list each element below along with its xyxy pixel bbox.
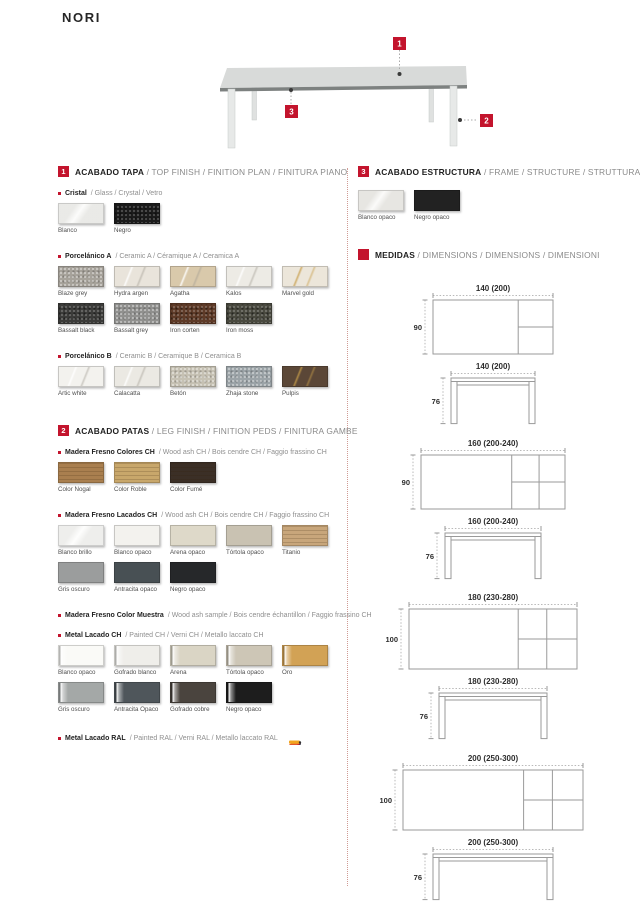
- swatch-blanco: [58, 203, 114, 234]
- finish-group-title: Madera Fresno Colores CH / Wood ash CH / Bois cendre CH / Faggio frassino CH: [58, 449, 345, 456]
- swatch-label: Marvel gold: [282, 290, 314, 297]
- finish-group-title: Porcelánico B / Ceramic B / Ceramique B / Ceramica B: [58, 353, 345, 360]
- swatch-arena-opaco: [170, 525, 226, 556]
- swatch-bassalt-grey: [114, 303, 170, 334]
- red-bullet: [58, 737, 61, 740]
- swatch-label: Negro opaco: [226, 706, 262, 713]
- diagram-front-view: [378, 515, 608, 587]
- section-number-badge: 1: [58, 166, 69, 177]
- swatch-arena: [170, 645, 226, 676]
- swatch-gofrado-blanco: [114, 645, 170, 676]
- swatch-artic-white: [58, 366, 114, 397]
- callout-dot: [398, 72, 402, 76]
- svg-text:3: 3: [289, 107, 294, 117]
- diagram-top-view: [378, 591, 608, 675]
- medidas-header: [358, 249, 634, 260]
- dimension-side-label: 90: [413, 323, 422, 332]
- swatch-label: Antracita Opaco: [114, 706, 159, 713]
- diagram-front-view: [378, 360, 608, 432]
- swatch-chip: [282, 366, 328, 387]
- swatch-row: [58, 462, 345, 499]
- finish-group-porcel-nico-b: [58, 353, 345, 403]
- swatch-negro: [114, 203, 170, 234]
- table-leg-outline: [433, 857, 439, 899]
- swatch-label: Blanco opaco: [358, 214, 396, 221]
- swatch-label: Hydra argen: [114, 290, 149, 297]
- finish-group-metal-lacado-ch: [58, 632, 345, 719]
- section-acabado-estructura: [358, 166, 640, 227]
- red-bullet: [58, 514, 61, 517]
- table-leg-outline: [445, 536, 451, 578]
- dimension-width-label: 140 (200): [475, 284, 511, 293]
- swatch-chip: [282, 525, 328, 546]
- swatch-label: Color Nogal: [58, 486, 91, 493]
- swatch-chip: [170, 462, 216, 483]
- product-photo: [0, 30, 640, 162]
- swatch-chip: [358, 190, 404, 211]
- swatch-chip: [114, 462, 160, 483]
- swatch-label: Arena: [170, 669, 187, 676]
- red-bullet: [58, 634, 61, 637]
- table-leg-outline: [541, 697, 547, 739]
- swatch-chip: [114, 682, 160, 703]
- dimension-width-label: 200 (250-300): [467, 753, 519, 763]
- swatch-label: Blaze grey: [58, 290, 88, 297]
- table-slab-outline: [439, 693, 547, 697]
- section-header-estructura: [358, 166, 640, 177]
- swatch-label: Kalos: [226, 290, 242, 297]
- swatch-chip: [170, 562, 216, 583]
- section-title: ACABADO ESTRUCTURA / FRAME / STRUCTURE / STRUTTURA: [375, 166, 640, 177]
- dimension-side-label: 90: [401, 477, 410, 487]
- section-medidas: [358, 249, 634, 260]
- table-leg-outline: [451, 382, 457, 424]
- finish-group-title: Metal Lacado CH / Painted CH / Verni CH / Metallo laccato CH: [58, 632, 345, 639]
- swatch-color-fum: [170, 462, 226, 493]
- section-acabado-tapa: [58, 166, 348, 403]
- finish-group-madera-fresno-lacados-ch: [58, 512, 345, 599]
- swatch-chip: [170, 525, 216, 546]
- swatch-chip: [226, 266, 272, 287]
- swatch-chip: [58, 525, 104, 546]
- swatch-label: Negro opaco: [414, 214, 450, 221]
- swatch-label: Blanco brillo: [58, 549, 92, 556]
- section-header-tapa: [58, 166, 348, 177]
- swatch-label: Arena opaco: [170, 549, 206, 556]
- table-leg-outline: [529, 382, 535, 424]
- swatch-chip: [282, 266, 328, 287]
- swatch-titanio: [282, 525, 338, 556]
- swatch-bassalt-black: [58, 303, 114, 334]
- swatch-oro: [282, 645, 338, 676]
- dimension-width-label: 140 (200): [475, 362, 511, 371]
- swatch-label: Titanio: [282, 549, 301, 556]
- page-title: NORI: [62, 10, 101, 25]
- swatch-marvel-gold: [282, 266, 338, 297]
- swatch-label: Bassalt grey: [114, 327, 149, 334]
- swatch-blanco-opaco: [114, 525, 170, 556]
- column-divider: [347, 168, 348, 886]
- swatch-label: Calacatta: [114, 390, 141, 397]
- dimension-width-label: 180 (230-280): [467, 593, 519, 603]
- swatch-chip: [114, 645, 160, 666]
- swatch-blanco-opaco: [358, 190, 414, 221]
- swatch-chip: [170, 645, 216, 666]
- finish-group-title: Madera Fresno Color Muestra / Wood ash sample / Bois cendre échantillon / Faggio frassino CH: [58, 612, 345, 619]
- dimension-side-label: 100: [385, 635, 398, 645]
- swatch-chip: [58, 366, 104, 387]
- diagram-top-view: [378, 282, 608, 360]
- swatch-gris-oscuro: [58, 562, 114, 593]
- swatch-label: Bassalt black: [58, 327, 95, 334]
- swatch-antracita-opaco: [114, 682, 170, 713]
- medidas-title: MEDIDAS / DIMENSIONS / DIMENSIONS / DIMENSIONI: [375, 249, 600, 260]
- swatch-chip: [114, 203, 160, 224]
- section-header-patas: [58, 425, 358, 436]
- swatch-chip: [114, 366, 160, 387]
- finish-group-porcel-nico-a: [58, 253, 345, 340]
- dimension-side-label: 76: [431, 396, 440, 406]
- swatch-row: [58, 525, 345, 599]
- left-column: [58, 166, 372, 758]
- swatch-chip: [226, 303, 272, 324]
- swatch-label: Blanco: [58, 227, 77, 234]
- finish-group-cristal: [58, 190, 345, 240]
- swatch-chip: [282, 645, 328, 666]
- callout-badge-1: [393, 37, 406, 50]
- swatch-chip: [226, 366, 272, 387]
- swatch-label: Negro opaco: [170, 586, 206, 593]
- swatch-chip: [226, 645, 272, 666]
- swatch-antracita-opaco: [114, 562, 170, 593]
- section-acabado-patas: [58, 425, 372, 745]
- section-number-badge: 2: [58, 425, 69, 436]
- svg-text:2: 2: [484, 116, 489, 126]
- section-number-badge: 3: [358, 166, 369, 177]
- swatch-label: Tórtola opaco: [226, 669, 264, 676]
- swatch-row: [58, 203, 345, 240]
- swatch-iron-moss: [226, 303, 282, 334]
- diagram-front-view: [378, 675, 608, 747]
- swatch-agatha: [170, 266, 226, 297]
- swatch-blanco-opaco: [58, 645, 114, 676]
- diagram-front-view: [378, 836, 608, 901]
- table-leg-outline: [439, 697, 445, 739]
- swatch-chip: [170, 682, 216, 703]
- finish-group-madera-fresno-color-muestra: [58, 612, 372, 619]
- dimension-side-label: 76: [419, 711, 428, 721]
- callout-badge-2: [480, 114, 493, 127]
- finish-group-metal-lacado-ral: [58, 732, 345, 745]
- table-front-leg: [228, 89, 235, 148]
- table-leg-outline: [535, 536, 541, 578]
- table-front-leg: [450, 86, 457, 146]
- swatch-chip: [414, 190, 460, 211]
- swatch-label: Negro: [114, 227, 131, 234]
- swatch-chip: [58, 203, 104, 224]
- swatch-iron-corten: [170, 303, 226, 334]
- swatch-label: Blanco opaco: [58, 669, 96, 676]
- swatch-chip: [58, 303, 104, 324]
- red-bullet: [58, 614, 61, 617]
- swatch-chip: [58, 462, 104, 483]
- swatch-color-roble: [114, 462, 170, 493]
- swatch-t-rtola-opaco: [226, 645, 282, 676]
- swatch-pulpis: [282, 366, 338, 397]
- table-slab-outline: [445, 533, 541, 537]
- finish-group-title: Metal Lacado RAL / Painted RAL / Verni RAL / Metallo laccato RAL: [58, 732, 345, 745]
- red-bullet: [58, 451, 61, 454]
- dimension-side-label: 76: [413, 872, 422, 882]
- swatch-hydra-argen: [114, 266, 170, 297]
- swatch-label: Iron moss: [226, 327, 254, 334]
- swatch-label: Betón: [170, 390, 187, 397]
- diagram-top-view: [378, 437, 608, 515]
- swatch-row: [58, 366, 345, 403]
- table-leg-outline: [547, 857, 553, 899]
- swatch-chip: [114, 266, 160, 287]
- swatch-negro-opaco: [414, 190, 470, 221]
- swatch-chip: [58, 682, 104, 703]
- dimension-width-label: 180 (230-280): [467, 677, 519, 687]
- swatch-calacatta: [114, 366, 170, 397]
- swatch-label: Color Roble: [114, 486, 147, 493]
- finish-group-title: Porcelánico A / Ceramic A / Céramique A / Ceramica A: [58, 253, 345, 260]
- swatch-label: Gris oscuro: [58, 706, 90, 713]
- dimension-width-label: 200 (250-300): [467, 837, 519, 847]
- swatch-chip: [170, 366, 216, 387]
- swatch-chip: [58, 266, 104, 287]
- swatch-label: Gofrado cobre: [170, 706, 210, 713]
- swatch-negro-opaco: [226, 682, 282, 713]
- swatch-negro-opaco: [170, 562, 226, 593]
- swatch-blanco-brillo: [58, 525, 114, 556]
- swatch-bet-n: [170, 366, 226, 397]
- swatch-gris-oscuro: [58, 682, 114, 713]
- table-slab-outline: [433, 854, 553, 858]
- swatch-label: Color Fumé: [170, 486, 203, 493]
- section-title: ACABADO PATAS / LEG FINISH / FINITION PEDS / FINITURA GAMBE: [75, 425, 358, 436]
- swatch-label: Blanco opaco: [114, 549, 152, 556]
- swatch-t-rtola-opaco: [226, 525, 282, 556]
- swatch-label: Tórtola opaco: [226, 549, 264, 556]
- finish-group-title: Madera Fresno Lacados CH / Wood ash CH / Bois cendre CH / Faggio frassino CH: [58, 512, 345, 519]
- callout-badge-3: [285, 105, 298, 118]
- callout-dot: [458, 118, 462, 122]
- swatch-label: Agatha: [170, 290, 190, 297]
- swatch-label: Oro: [282, 669, 293, 676]
- dimension-width-label: 160 (200-240): [467, 438, 519, 448]
- table-slab-outline: [451, 378, 535, 382]
- svg-text:1: 1: [397, 39, 402, 49]
- swatch-label: Zhaja stone: [226, 390, 259, 397]
- red-bullet: [58, 355, 61, 358]
- swatch-chip: [58, 645, 104, 666]
- swatch-label: Pulpis: [282, 390, 299, 397]
- swatch-row: [358, 190, 634, 227]
- swatch-chip: [170, 303, 216, 324]
- swatch-blaze-grey: [58, 266, 114, 297]
- swatch-label: Iron corten: [170, 327, 200, 334]
- swatch-kalos: [226, 266, 282, 297]
- diagram-top-view: [378, 752, 608, 836]
- section-title: ACABADO TAPA / TOP FINISH / FINITION PLAN / FINITURA PIANO: [75, 166, 348, 177]
- red-bullet: [58, 192, 61, 195]
- swatch-row: [58, 645, 345, 719]
- finish-group: [358, 190, 634, 227]
- swatch-label: Gris oscuro: [58, 586, 90, 593]
- dimension-width-label: 160 (200-240): [467, 516, 519, 526]
- finish-group-title: Cristal / Glass / Crystal / Vetro: [58, 190, 345, 197]
- swatch-label: Artic white: [58, 390, 87, 397]
- swatch-chip: [170, 266, 216, 287]
- swatch-zhaja-stone: [226, 366, 282, 397]
- swatch-color-nogal: [58, 462, 114, 493]
- swatch-chip: [226, 525, 272, 546]
- swatch-chip: [114, 525, 160, 546]
- ral-fan-icon: [286, 732, 304, 745]
- table-top-surface: [220, 66, 467, 88]
- swatch-row: [58, 266, 345, 340]
- finish-group-madera-fresno-colores-ch: [58, 449, 345, 499]
- swatch-label: Antracita opaco: [114, 586, 157, 593]
- swatch-chip: [58, 562, 104, 583]
- swatch-gofrado-cobre: [170, 682, 226, 713]
- dimension-side-label: 100: [379, 795, 392, 805]
- callout-dot: [289, 88, 293, 92]
- swatch-chip: [226, 682, 272, 703]
- dimension-side-label: 76: [425, 551, 434, 561]
- swatch-label: Gofrado blanco: [114, 669, 157, 676]
- medidas-red-square: [358, 249, 369, 260]
- right-column: [358, 166, 640, 273]
- red-bullet: [58, 255, 61, 258]
- swatch-chip: [114, 562, 160, 583]
- dimension-diagrams: [378, 282, 608, 901]
- swatch-chip: [114, 303, 160, 324]
